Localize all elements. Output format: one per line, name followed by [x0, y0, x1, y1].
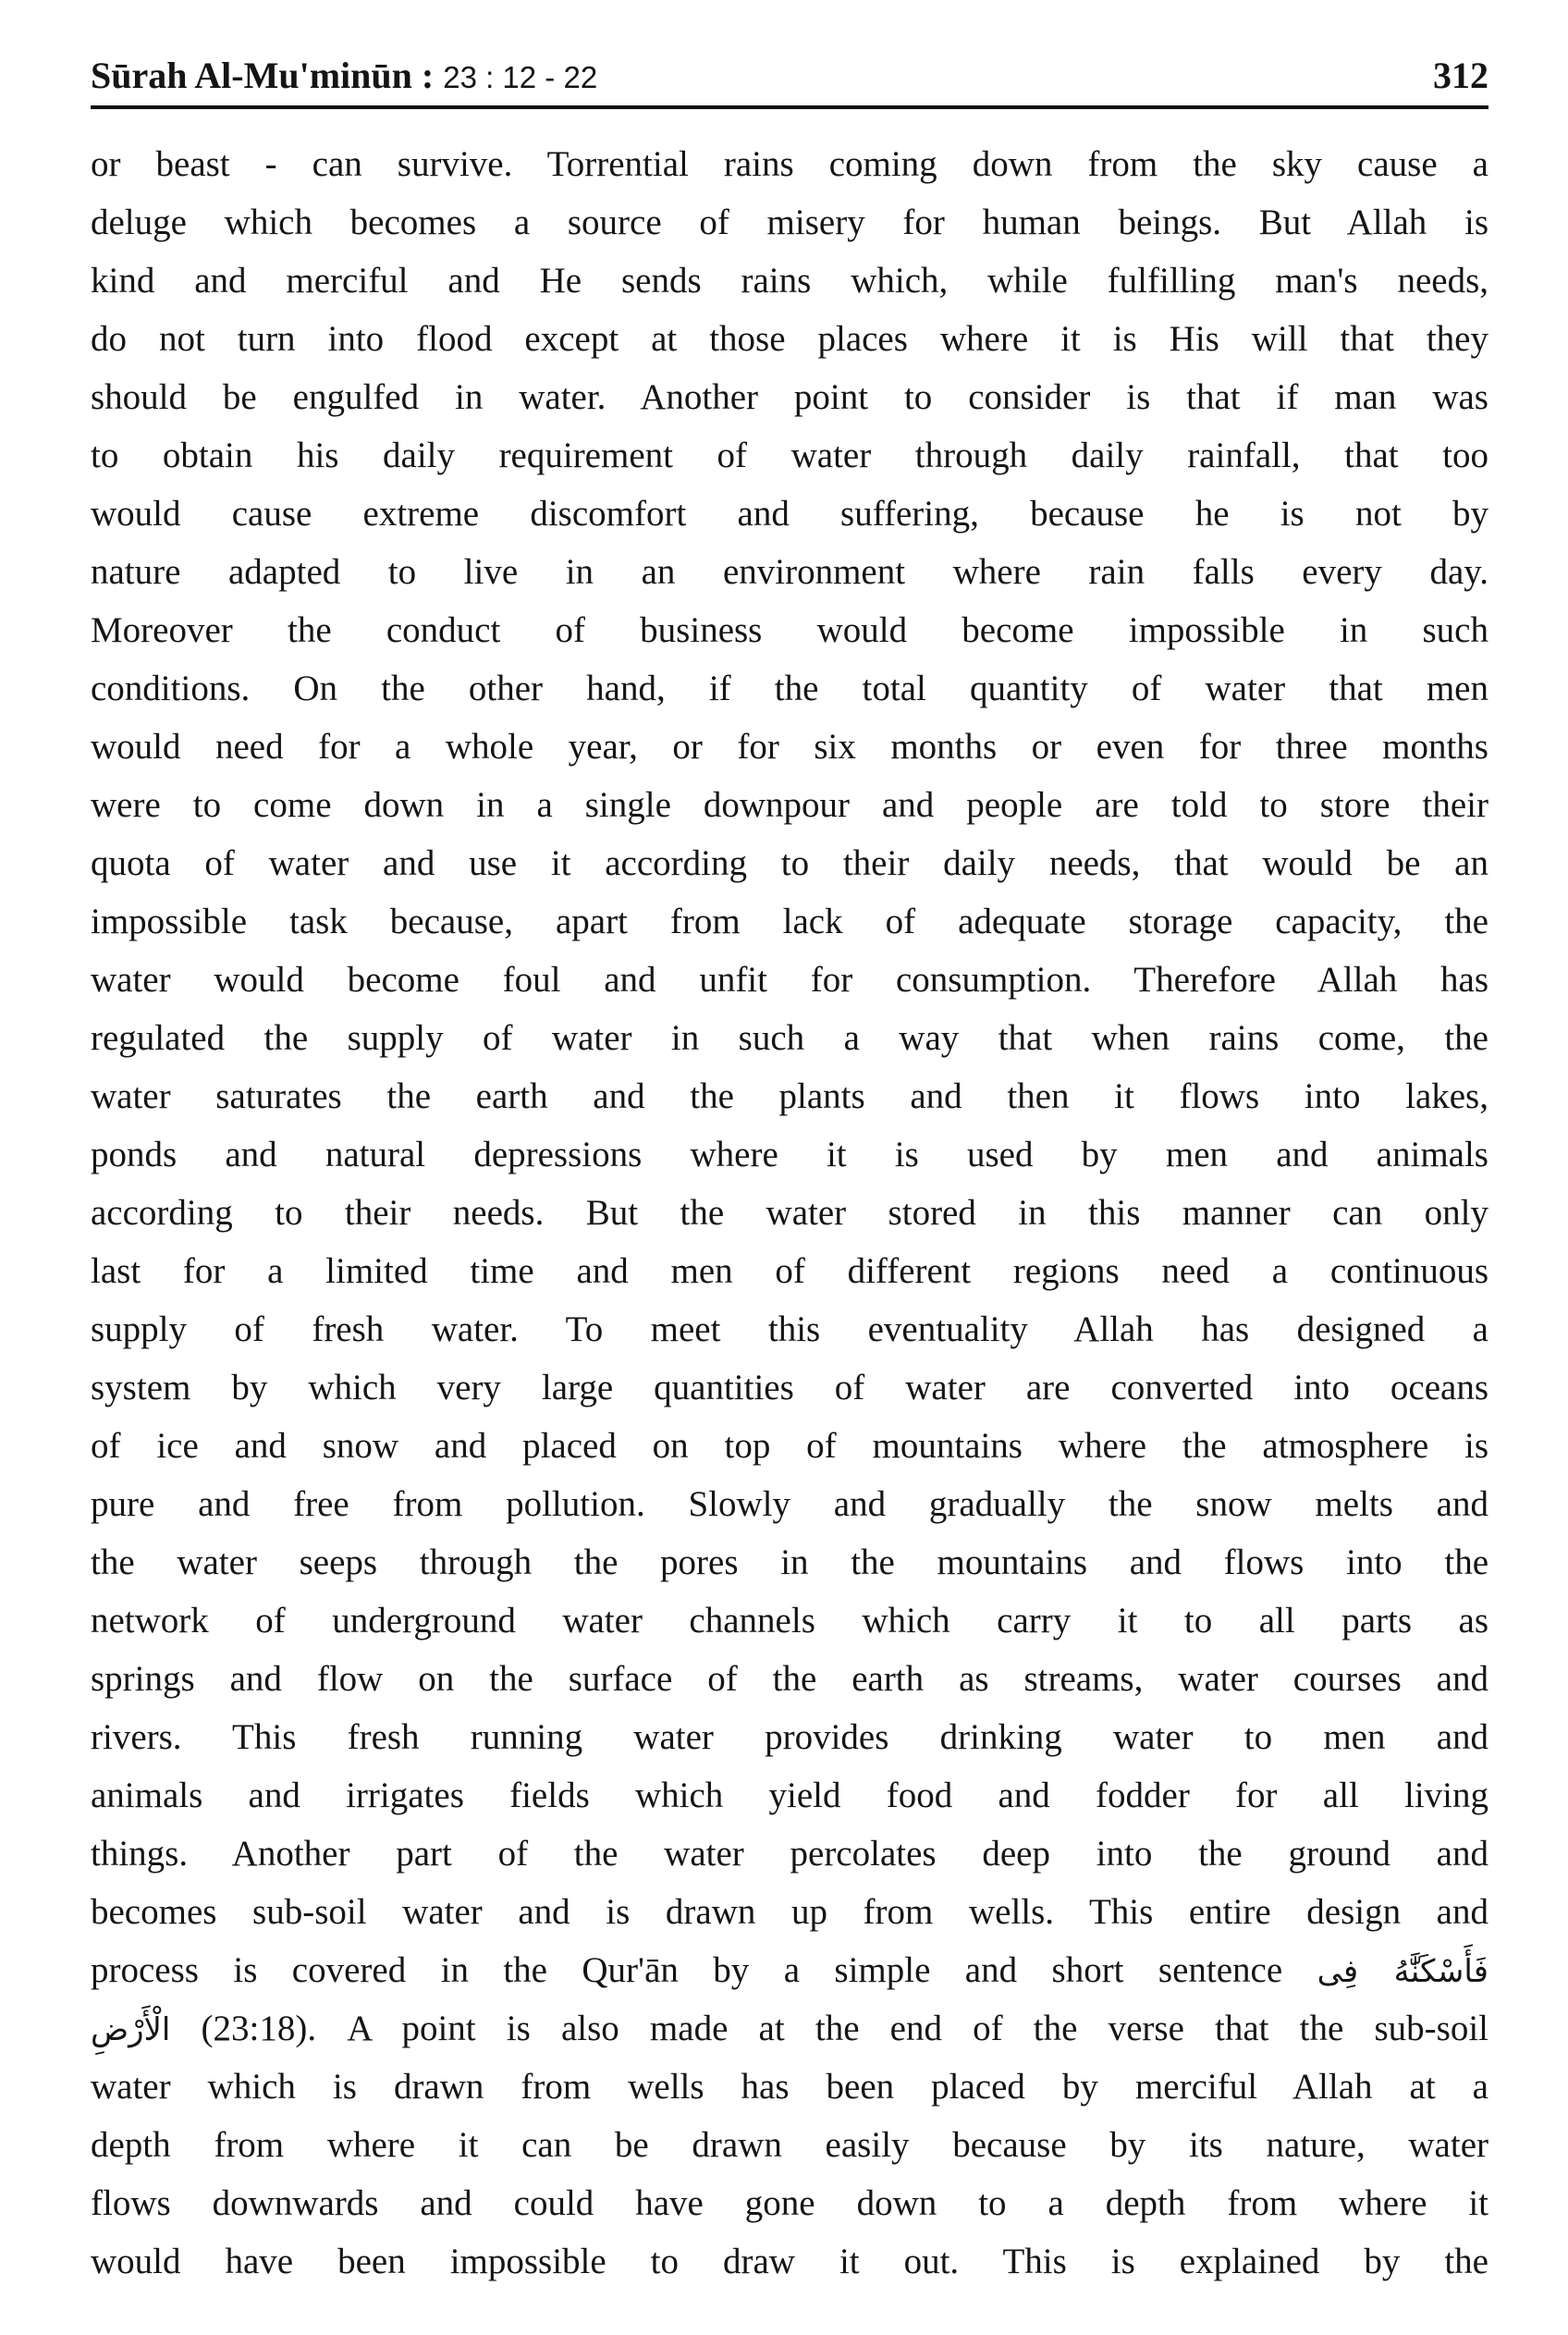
text-line: would cause extreme discomfort and suffering, because he is not by [91, 494, 1488, 534]
arabic-lead-text: process is covered in the Qur'ān by a simple and short sentence [91, 1950, 1283, 1990]
body-text [91, 135, 1488, 2291]
text-line: things. Another part of the water percolates deep into the ground and [91, 1834, 1488, 1874]
text-line: the water seeps through the pores in the mountains and flows into the [91, 1542, 1488, 1582]
text-line: Moreover the conduct of business would become impossible in such [91, 610, 1488, 650]
text-line: to obtain his daily requirement of water through daily rainfall, that too [91, 436, 1488, 475]
text-line: of ice and snow and placed on top of mountains where the atmosphere is [91, 1426, 1488, 1466]
page-header [91, 48, 1488, 113]
text-line: springs and flow on the surface of the earth as streams, water courses and [91, 1659, 1488, 1699]
text-line: should be engulfed in water. Another point to consider is that if man was [91, 377, 1488, 417]
text-line-with-arabic [91, 1941, 1488, 1999]
text-line: water saturates the earth and the plants and then it flows into lakes, [91, 1076, 1488, 1116]
text-line: quota of water and use it according to their daily needs, that would be an [91, 843, 1488, 883]
text-line: according to their needs. But the water stored in this manner can only [91, 1193, 1488, 1233]
text-line: supply of fresh water. To meet this eventuality Allah has designed a [91, 1309, 1488, 1349]
text-line-with-arabic [91, 1999, 1488, 2058]
verse-reference-text: (23:18). A point is also made at the end of the verse that the sub-soil [201, 2009, 1488, 2048]
text-line: network of underground water channels which carry it to all parts as [91, 1601, 1488, 1641]
text-line: rivers. This fresh running water provides drinking water to men and [91, 1717, 1488, 1757]
text-line: flows downwards and could have gone down to a depth from where it [91, 2183, 1488, 2223]
page-number: 312 [1433, 55, 1488, 96]
text-line: were to come down in a single downpour and people are told to store their [91, 785, 1488, 825]
arabic-quote-part2: الْأَرْضِ [91, 2011, 171, 2048]
text-line: conditions. On the other hand, if the total quantity of water that men [91, 669, 1488, 708]
surah-title: Sūrah Al-Mu'minūn : [91, 55, 435, 96]
text-line: water would become foul and unfit for consumption. Therefore Allah has [91, 960, 1488, 1000]
text-line: kind and merciful and He sends rains which, while fulfilling man's needs, [91, 261, 1488, 301]
text-line: do not turn into flood except at those places where it is His will that they [91, 319, 1488, 359]
text-line: animals and irrigates fields which yield food and fodder for all living [91, 1776, 1488, 1815]
text-line: becomes sub-soil water and is drawn up from wells. This entire design and [91, 1892, 1488, 1932]
header-rule [91, 105, 1488, 109]
running-head [91, 48, 597, 105]
text-line: pure and free from pollution. Slowly and gradually the snow melts and [91, 1484, 1488, 1524]
text-line: ponds and natural depressions where it is used by men and animals [91, 1135, 1488, 1174]
text-line: last for a limited time and men of different regions need a continuous [91, 1251, 1488, 1291]
text-line: water which is drawn from wells has been placed by merciful Allah at a [91, 2067, 1488, 2107]
text-line: regulated the supply of water in such a way that when rains come, the [91, 1018, 1488, 1058]
arabic-quote-part1: فَأَسْكَنَّٰهُ فِى [1317, 1953, 1488, 1990]
text-line: depth from where it can be drawn easily because by its nature, water [91, 2125, 1488, 2165]
text-line: would need for a whole year, or for six months or even for three months [91, 727, 1488, 767]
text-line: nature adapted to live in an environment where rain falls every day. [91, 552, 1488, 592]
text-line: impossible task because, apart from lack of adequate storage capacity, the [91, 902, 1488, 941]
text-line: system by which very large quantities of water are converted into oceans [91, 1368, 1488, 1407]
text-line: or beast - can survive. Torrential rains coming down from the sky cause a [91, 144, 1488, 184]
text-line: deluge which becomes a source of misery for human beings. But Allah is [91, 203, 1488, 242]
text-line: would have been impossible to draw it out. This is explained by the [91, 2242, 1488, 2281]
verse-range: 23 : 12 - 22 [443, 60, 598, 94]
